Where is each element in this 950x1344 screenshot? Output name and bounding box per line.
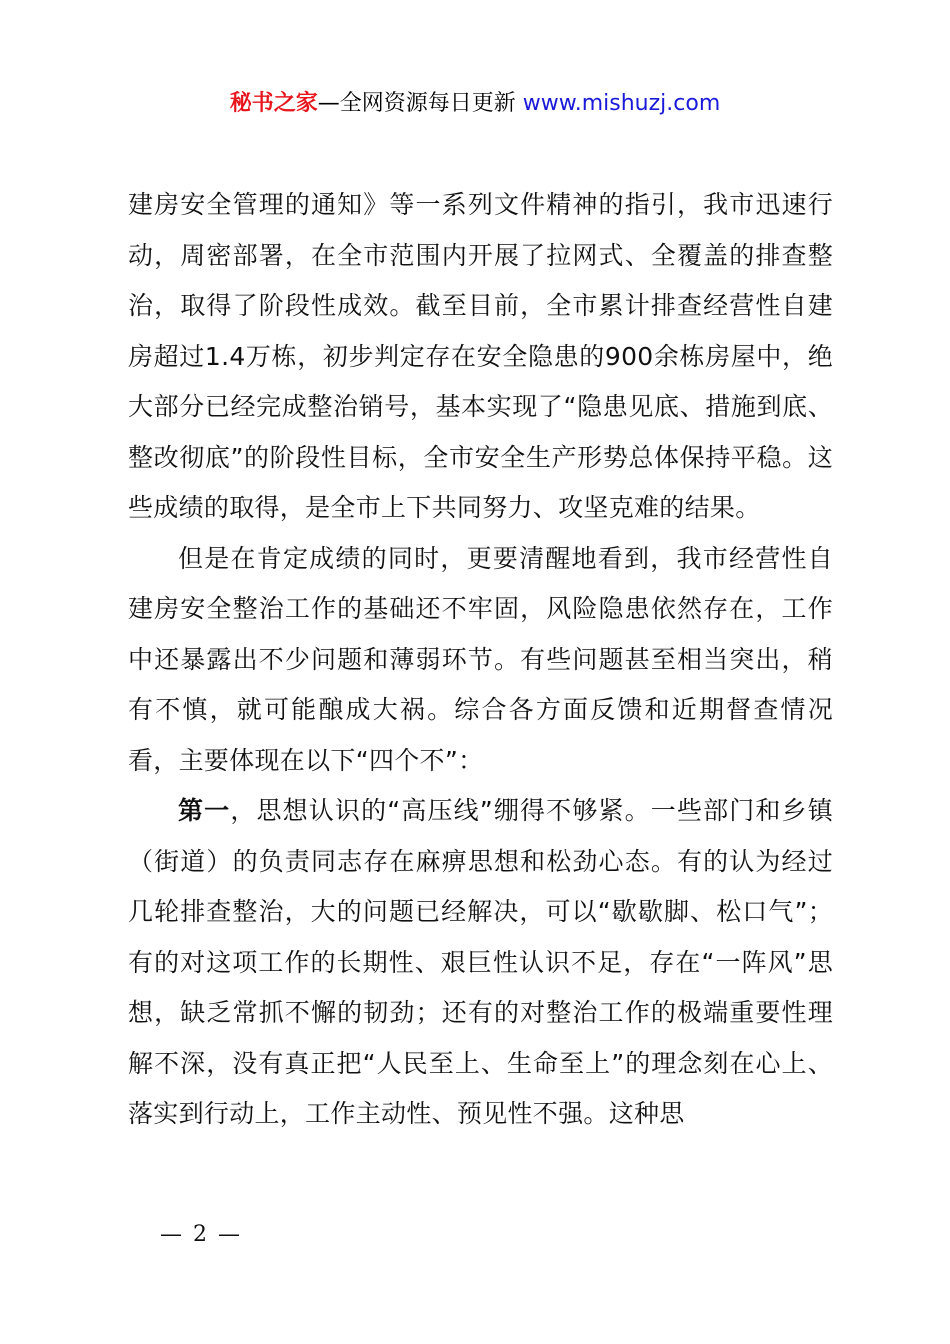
paragraph-3-text: ，思想认识的“高压线”绷得不够紧。一些部门和乡镇（街道）的负责同志存在麻痹思想和松劲心态。有的认为经过几轮排查整治，大的问题已经解决，可以“歇歇脚、松口气”；有的对这项工作的长期性、艰巨性认识不足，存在“一阵风”思想，缺乏常抓不懈的韧劲；还有的对整治工作的极端重要性理解不深，没有真正把“人民至上、生命至上”的理念刻在心上、落实到行动上，工作主动性、预见性不强。这种思 (128, 796, 833, 1128)
header-tagline: —全网资源每日更新 (317, 91, 516, 116)
paragraph-1: 建房安全管理的通知》等一系列文件精神的指引，我市迅速行动，周密部署，在全市范围内开展了拉网式、全覆盖的排查整治，取得了阶段性成效。截至目前，全市累计排查经营性自建房超过1.4万栋，初步判定存在安全隐患的900余栋房屋中，绝大部分已经完成整治销号，基本实现了“隐患见底、措施到底、整改彻底”的阶段性目标，全市安全生产形势总体保持平稳。这些成绩的取得，是全市上下共同努力、攻坚克难的结果。 (128, 190, 833, 522)
site-header (0, 88, 950, 120)
brand-name: 秘书之家 (229, 91, 318, 116)
site-url-link[interactable]: www.mishuzj.com (522, 91, 721, 116)
paragraph-3 (128, 786, 833, 1140)
paragraph-lead: 第一 (178, 796, 231, 825)
paragraph-2: 但是在肯定成绩的同时，更要清醒地看到，我市经营性自建房安全整治工作的基础还不牢固，风险隐患依然存在，工作中还暴露出不少问题和薄弱环节。有些问题甚至相当突出，稍有不慎，就可能酿成大祸。综合各方面反馈和近期督查情况看，主要体现在以下“四个不”： (128, 543, 833, 775)
document-body (128, 180, 833, 1140)
page-number: — 2 — (160, 1222, 242, 1247)
